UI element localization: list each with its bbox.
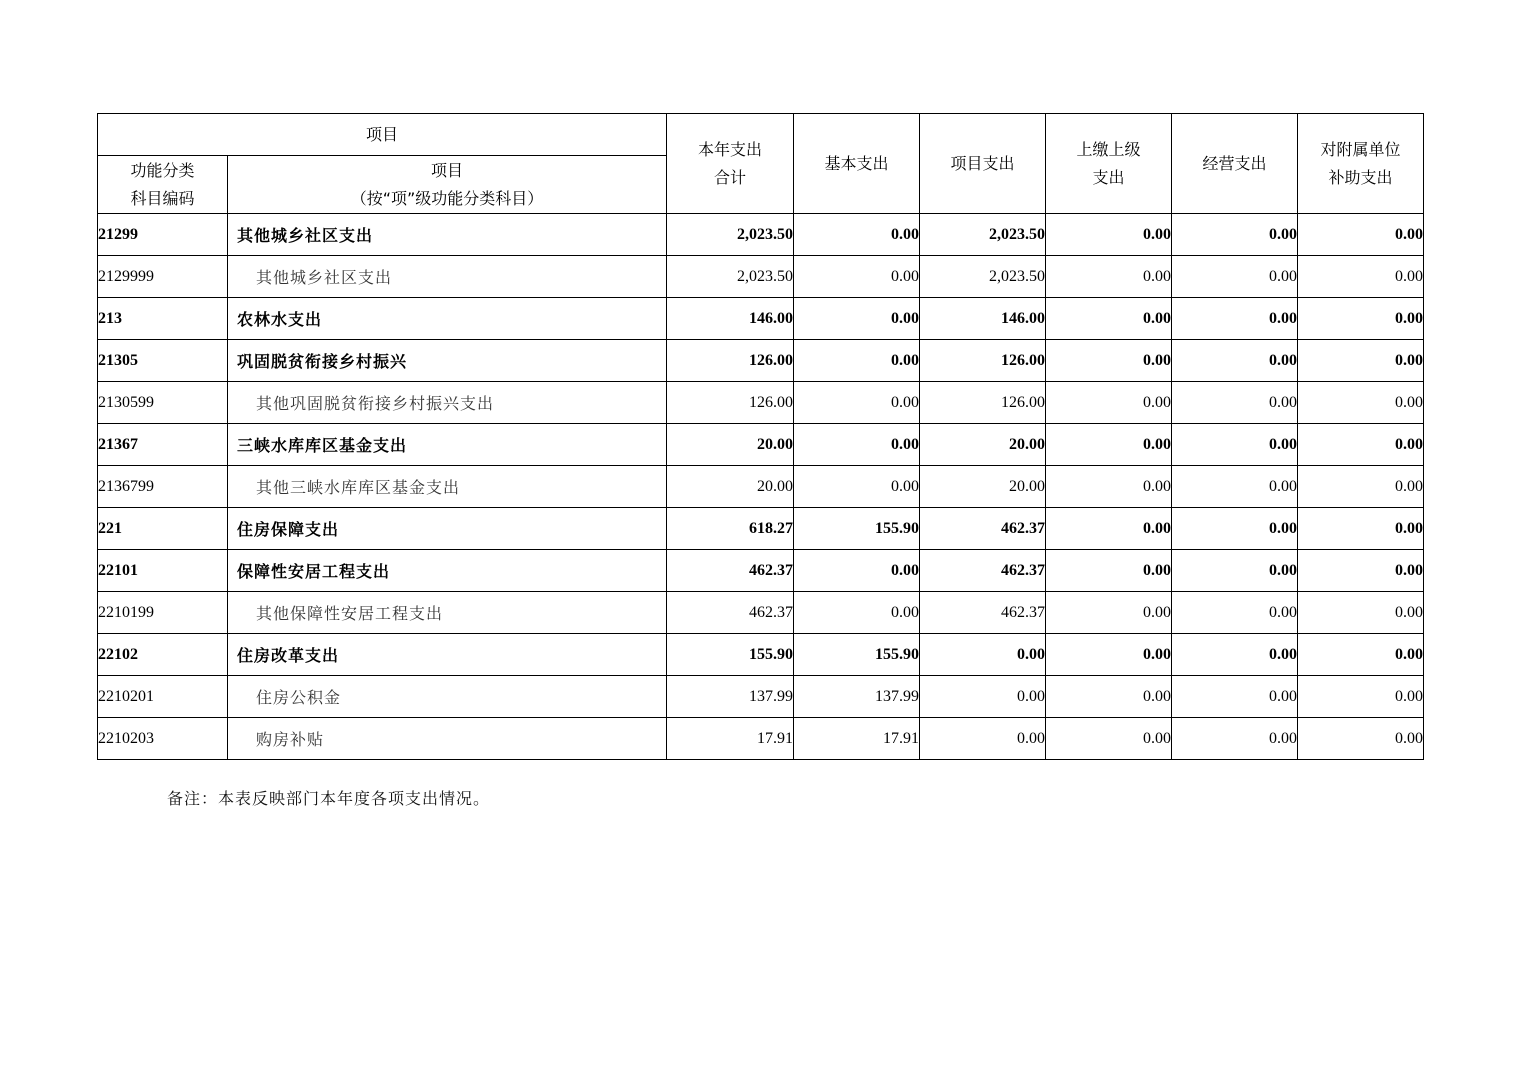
cell-project: 20.00 (920, 466, 1046, 508)
cell-subsidy: 0.00 (1298, 214, 1424, 256)
cell-basic: 0.00 (794, 550, 920, 592)
cell-name: 其他巩固脱贫衔接乡村振兴支出 (228, 382, 667, 424)
cell-code: 22101 (98, 550, 228, 592)
header-name-line1: 项目 (431, 160, 464, 180)
cell-operating: 0.00 (1172, 634, 1298, 676)
cell-name: 其他城乡社区支出 (228, 214, 667, 256)
cell-upper: 0.00 (1046, 550, 1172, 592)
cell-code: 2136799 (98, 466, 228, 508)
cell-upper: 0.00 (1046, 256, 1172, 298)
cell-subsidy: 0.00 (1298, 424, 1424, 466)
table-row (98, 550, 1424, 592)
header-subsidy-line2: 补助支出 (1328, 167, 1393, 187)
cell-name: 购房补贴 (228, 718, 667, 760)
cell-total: 20.00 (667, 466, 794, 508)
header-upper (1046, 114, 1172, 214)
cell-basic: 17.91 (794, 718, 920, 760)
table-row (98, 424, 1424, 466)
cell-operating: 0.00 (1172, 298, 1298, 340)
table-row (98, 676, 1424, 718)
cell-subsidy: 0.00 (1298, 676, 1424, 718)
header-code (98, 156, 228, 214)
cell-name: 其他保障性安居工程支出 (228, 592, 667, 634)
cell-total: 462.37 (667, 550, 794, 592)
cell-total: 137.99 (667, 676, 794, 718)
header-operating-line1: 经营支出 (1202, 153, 1267, 173)
cell-total: 2,023.50 (667, 256, 794, 298)
cell-name: 其他城乡社区支出 (228, 256, 667, 298)
cell-subsidy: 0.00 (1298, 298, 1424, 340)
footnote: 备注：本表反映部门本年度各项支出情况。 (167, 789, 491, 808)
cell-basic: 0.00 (794, 256, 920, 298)
cell-project: 462.37 (920, 508, 1046, 550)
cell-upper: 0.00 (1046, 466, 1172, 508)
cell-basic: 155.90 (794, 508, 920, 550)
cell-code: 2210201 (98, 676, 228, 718)
cell-subsidy: 0.00 (1298, 718, 1424, 760)
cell-operating: 0.00 (1172, 340, 1298, 382)
cell-project: 2,023.50 (920, 256, 1046, 298)
cell-basic: 0.00 (794, 424, 920, 466)
cell-name: 巩固脱贫衔接乡村振兴 (228, 340, 667, 382)
cell-basic: 0.00 (794, 466, 920, 508)
table-row (98, 634, 1424, 676)
cell-code: 213 (98, 298, 228, 340)
cell-name: 保障性安居工程支出 (228, 550, 667, 592)
cell-operating: 0.00 (1172, 424, 1298, 466)
cell-operating: 0.00 (1172, 214, 1298, 256)
cell-total: 126.00 (667, 382, 794, 424)
cell-subsidy: 0.00 (1298, 634, 1424, 676)
header-project (920, 114, 1046, 214)
cell-operating: 0.00 (1172, 718, 1298, 760)
header-code-line1: 功能分类 (130, 160, 195, 180)
table-row (98, 256, 1424, 298)
cell-name: 住房改革支出 (228, 634, 667, 676)
cell-project: 126.00 (920, 382, 1046, 424)
header-total (667, 114, 794, 214)
cell-name: 其他三峡水库库区基金支出 (228, 466, 667, 508)
cell-operating: 0.00 (1172, 256, 1298, 298)
cell-total: 146.00 (667, 298, 794, 340)
cell-operating: 0.00 (1172, 550, 1298, 592)
cell-code: 221 (98, 508, 228, 550)
cell-name: 住房保障支出 (228, 508, 667, 550)
cell-total: 20.00 (667, 424, 794, 466)
header-upper-line2: 支出 (1092, 167, 1125, 187)
cell-upper: 0.00 (1046, 214, 1172, 256)
header-subsidy-line1: 对附属单位 (1320, 139, 1401, 159)
header-name (228, 156, 667, 214)
cell-total: 126.00 (667, 340, 794, 382)
cell-upper: 0.00 (1046, 298, 1172, 340)
cell-basic: 0.00 (794, 214, 920, 256)
cell-code: 2210199 (98, 592, 228, 634)
cell-total: 2,023.50 (667, 214, 794, 256)
cell-code: 21367 (98, 424, 228, 466)
cell-name: 住房公积金 (228, 676, 667, 718)
cell-subsidy: 0.00 (1298, 382, 1424, 424)
cell-subsidy: 0.00 (1298, 508, 1424, 550)
cell-basic: 0.00 (794, 340, 920, 382)
cell-upper: 0.00 (1046, 718, 1172, 760)
cell-operating: 0.00 (1172, 382, 1298, 424)
table-row (98, 382, 1424, 424)
cell-basic: 0.00 (794, 592, 920, 634)
cell-project: 462.37 (920, 550, 1046, 592)
cell-name: 三峡水库库区基金支出 (228, 424, 667, 466)
cell-project: 146.00 (920, 298, 1046, 340)
header-total-line1: 本年支出 (698, 139, 763, 159)
header-upper-line1: 上缴上级 (1076, 139, 1141, 159)
cell-operating: 0.00 (1172, 592, 1298, 634)
cell-name: 农林水支出 (228, 298, 667, 340)
cell-total: 155.90 (667, 634, 794, 676)
cell-subsidy: 0.00 (1298, 466, 1424, 508)
cell-project: 126.00 (920, 340, 1046, 382)
table-row (98, 718, 1424, 760)
cell-upper: 0.00 (1046, 382, 1172, 424)
cell-project: 462.37 (920, 592, 1046, 634)
cell-code: 21305 (98, 340, 228, 382)
cell-upper: 0.00 (1046, 340, 1172, 382)
header-operating (1172, 114, 1298, 214)
cell-upper: 0.00 (1046, 508, 1172, 550)
cell-project: 0.00 (920, 718, 1046, 760)
cell-basic: 155.90 (794, 634, 920, 676)
table-row (98, 592, 1424, 634)
cell-total: 17.91 (667, 718, 794, 760)
header-total-line2: 合计 (714, 167, 747, 187)
expenditure-table (97, 113, 1424, 760)
cell-upper: 0.00 (1046, 634, 1172, 676)
cell-operating: 0.00 (1172, 676, 1298, 718)
cell-subsidy: 0.00 (1298, 340, 1424, 382)
cell-basic: 0.00 (794, 382, 920, 424)
cell-upper: 0.00 (1046, 424, 1172, 466)
table-row (98, 298, 1424, 340)
cell-upper: 0.00 (1046, 676, 1172, 718)
cell-total: 462.37 (667, 592, 794, 634)
cell-operating: 0.00 (1172, 466, 1298, 508)
cell-code: 22102 (98, 634, 228, 676)
cell-project: 20.00 (920, 424, 1046, 466)
header-subsidy (1298, 114, 1424, 214)
cell-project: 0.00 (920, 676, 1046, 718)
header-code-line2: 科目编码 (130, 188, 195, 208)
cell-subsidy: 0.00 (1298, 592, 1424, 634)
table-row (98, 466, 1424, 508)
cell-subsidy: 0.00 (1298, 550, 1424, 592)
table-row (98, 340, 1424, 382)
cell-total: 618.27 (667, 508, 794, 550)
header-basic (794, 114, 920, 214)
table-row (98, 214, 1424, 256)
cell-basic: 137.99 (794, 676, 920, 718)
header-name-line2: （按“项”级功能分类科目） (350, 188, 544, 208)
cell-subsidy: 0.00 (1298, 256, 1424, 298)
cell-upper: 0.00 (1046, 592, 1172, 634)
table-row (98, 508, 1424, 550)
header-item-group: 项目 (98, 114, 667, 156)
cell-code: 21299 (98, 214, 228, 256)
header-basic-line1: 基本支出 (824, 153, 889, 173)
cell-basic: 0.00 (794, 298, 920, 340)
cell-project: 2,023.50 (920, 214, 1046, 256)
header-project-line1: 项目支出 (950, 153, 1015, 173)
cell-code: 2130599 (98, 382, 228, 424)
cell-operating: 0.00 (1172, 508, 1298, 550)
cell-code: 2129999 (98, 256, 228, 298)
cell-code: 2210203 (98, 718, 228, 760)
cell-project: 0.00 (920, 634, 1046, 676)
